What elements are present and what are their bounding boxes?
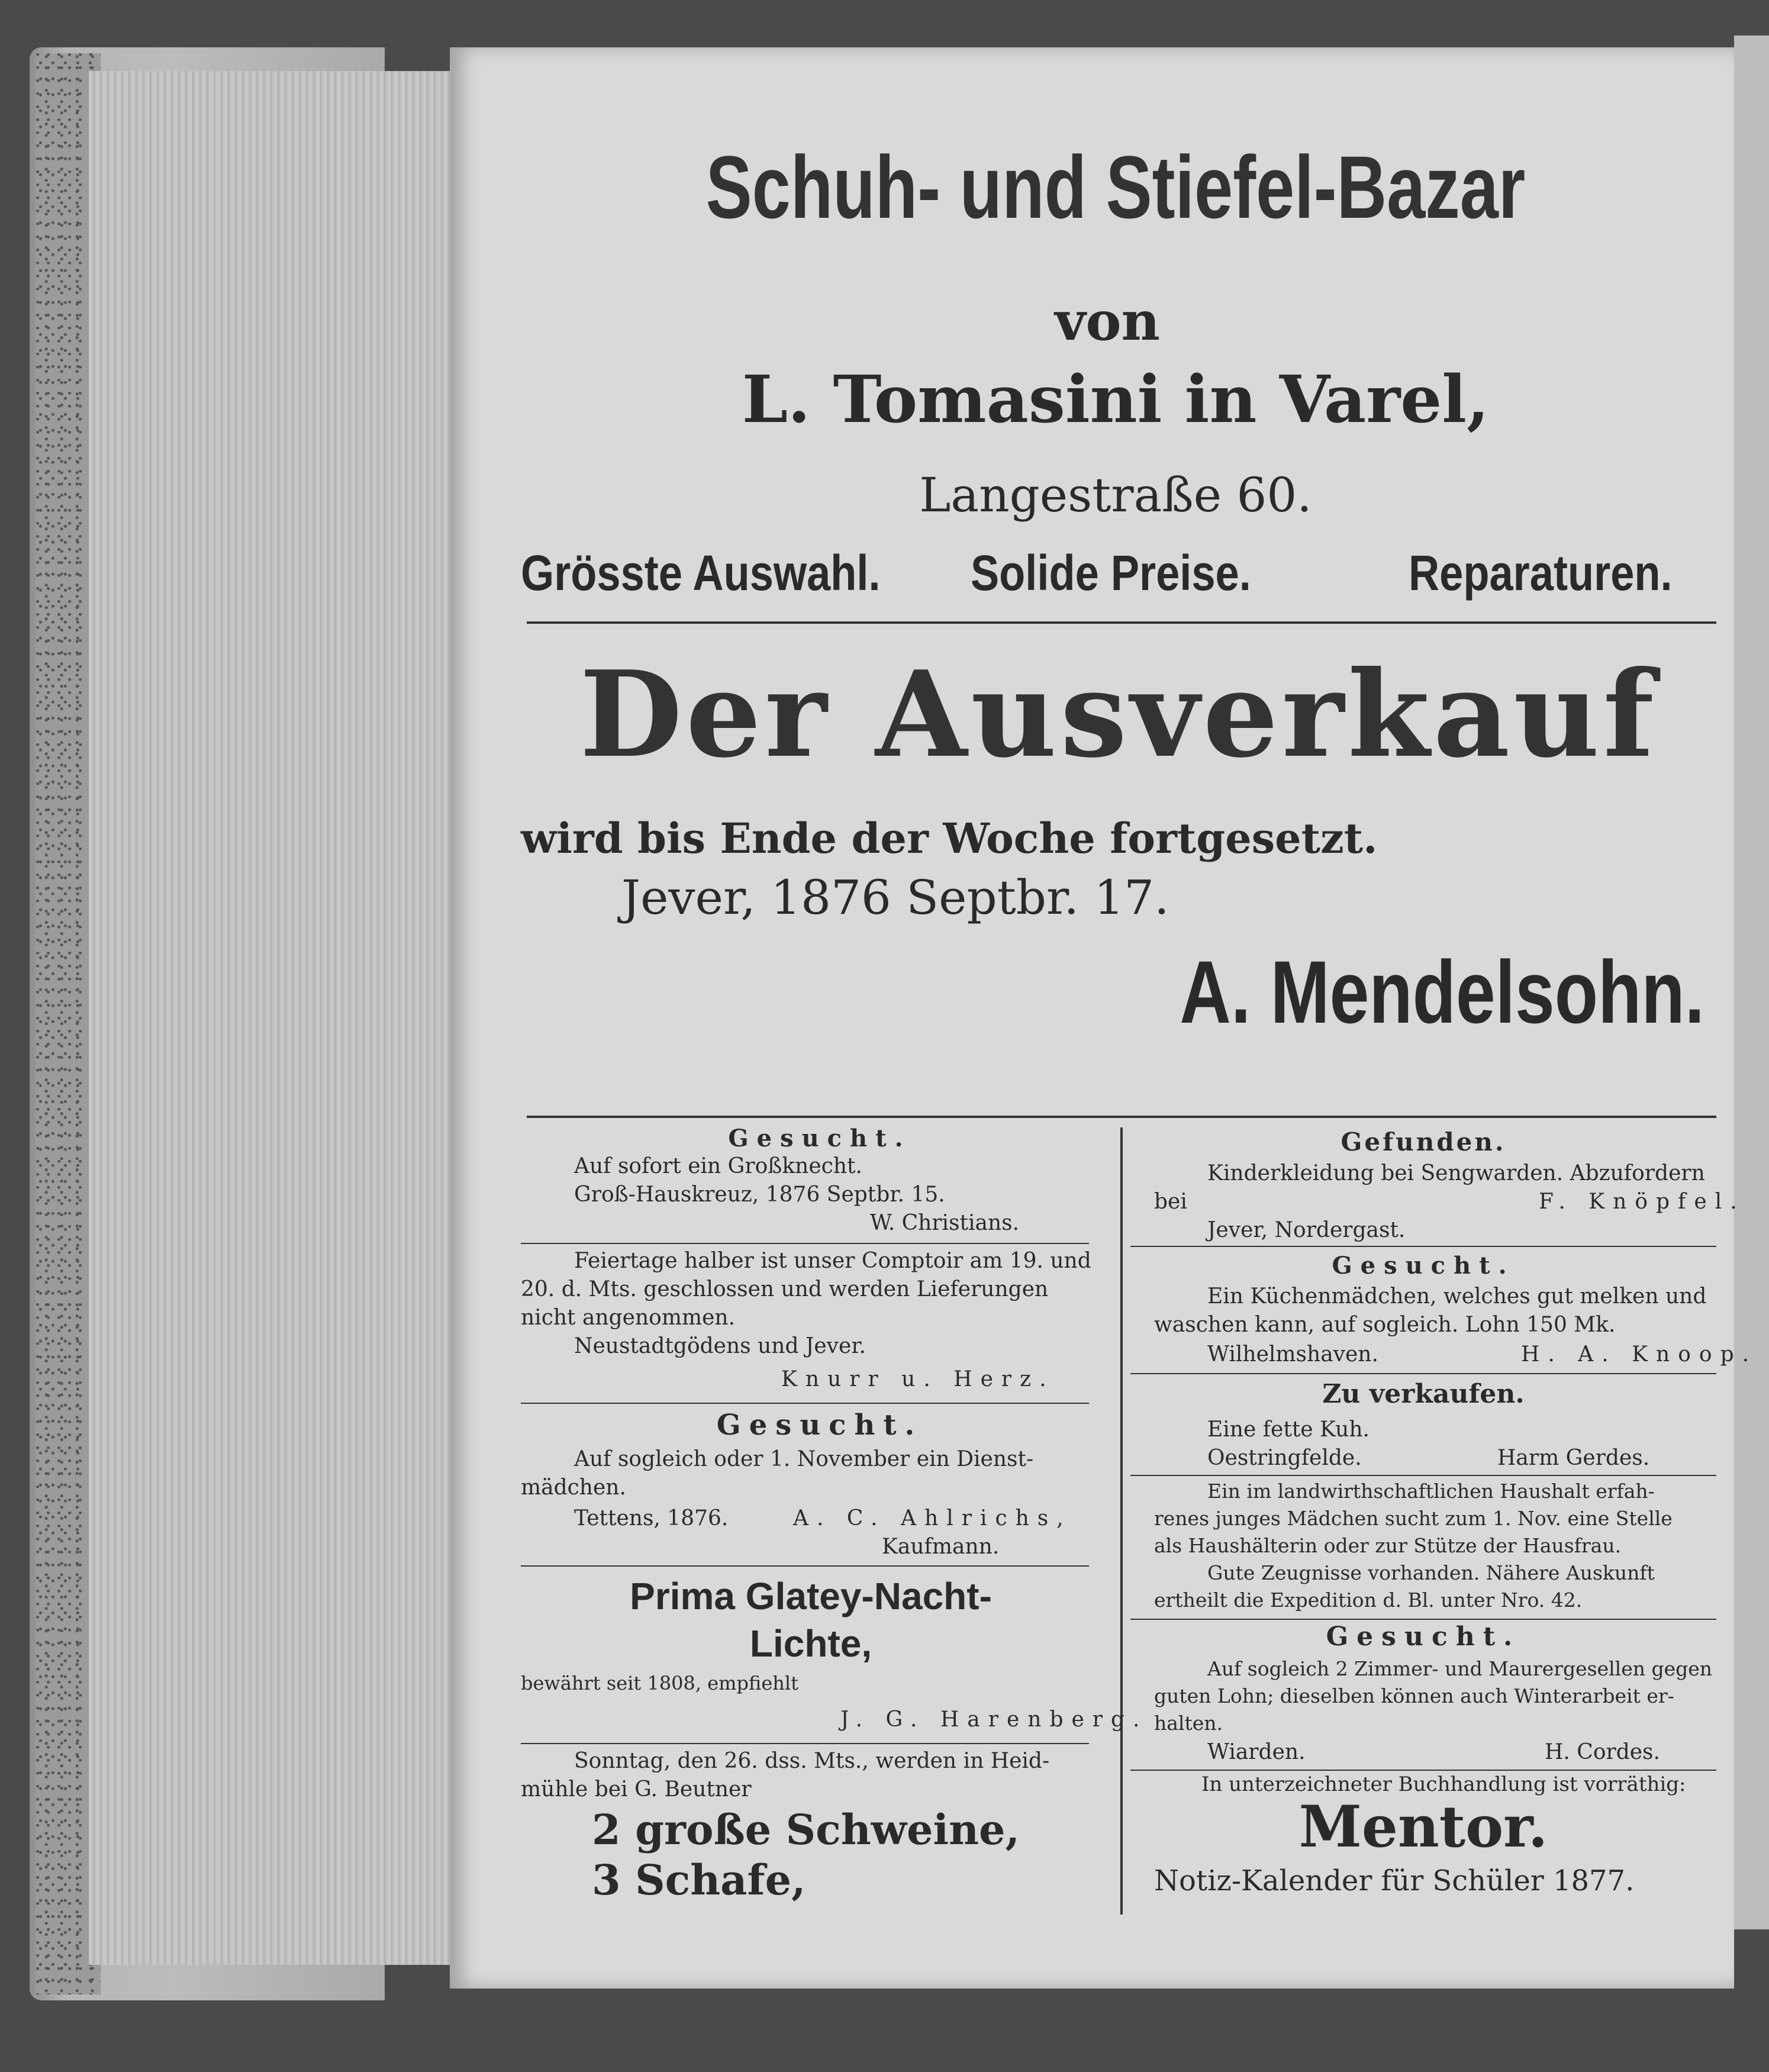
right-ad2-place: Wilhelmshaven. — [1207, 1342, 1378, 1367]
left-divider-2 — [521, 1403, 1089, 1404]
slogan-3: Reparaturen. — [1409, 545, 1673, 601]
right-ad6-intro: In unterzeichneter Buchhandlung ist vorräthig: — [1201, 1773, 1686, 1796]
left-divider-1 — [521, 1243, 1089, 1244]
divider-header — [527, 621, 1716, 624]
right-ad1-line2: bei — [1154, 1190, 1187, 1214]
right-ad5-line1: Auf sogleich 2 Zimmer- und Maurergesellen gegen — [1207, 1657, 1713, 1680]
left-divider-3 — [521, 1565, 1089, 1567]
page-edges — [89, 71, 456, 1965]
left-ad1-line1: Auf sofort ein Großknecht. — [574, 1154, 862, 1178]
right-ad5-line3: halten. — [1154, 1712, 1223, 1735]
left-ad5-line2: mühle bei G. Beutner — [521, 1777, 752, 1802]
sale-text: wird bis Ende der Woche fortgesetzt. — [521, 814, 1378, 863]
right-ad2-line2: waschen kann, auf sogleich. Lohn 150 Mk. — [1154, 1313, 1616, 1337]
right-ad4-line3: als Haushälterin oder zur Stütze der Hausfrau. — [1154, 1534, 1622, 1557]
right-ad1-line1: Kinderkleidung bei Sengwarden. Abzufordern — [1207, 1161, 1705, 1185]
left-ad1-signature: W. Christians. — [870, 1211, 1020, 1235]
right-ad1-heading: Gefunden. — [1341, 1127, 1506, 1156]
left-ad2-line1: Feiertage halber ist unser Comptoir am 19. und — [574, 1249, 1091, 1273]
left-ad2-line4: Neustadtgödens und Jever. — [574, 1334, 866, 1358]
slogan-1: Grösste Auswahl. — [521, 545, 881, 601]
right-divider-5 — [1130, 1770, 1716, 1771]
left-ad2-signature: Knurr u. Herz. — [781, 1367, 1055, 1391]
owner-line: L. Tomasini in Varel, — [742, 361, 1490, 437]
left-divider-4 — [521, 1743, 1089, 1744]
left-ad3-line2: mädchen. — [521, 1475, 626, 1500]
left-ad3-signature2: Kaufmann. — [882, 1535, 1000, 1559]
right-ad4-line2: renes junges Mädchen sucht zum 1. Nov. eine Stelle — [1154, 1507, 1673, 1530]
right-ad3-line1: Eine fette Kuh. — [1207, 1417, 1370, 1442]
left-ad4-headline2: Lichte, — [749, 1622, 872, 1665]
left-ad3-signature: A. C. Ahlrichs, — [793, 1506, 1072, 1530]
left-ad1-heading: Gesucht. — [728, 1124, 911, 1152]
right-ad6-headline: Mentor. — [1298, 1793, 1548, 1860]
right-ad3-place: Oestringfelde. — [1207, 1446, 1362, 1470]
left-ad1-line2: Groß-Hauskreuz, 1876 Septbr. 15. — [574, 1182, 945, 1207]
right-ad5-heading: Gesucht. — [1326, 1622, 1521, 1652]
left-ad3-line1: Auf sogleich oder 1. November ein Dienst- — [574, 1447, 1034, 1471]
right-ad4-line4: Gute Zeugnisse vorhanden. Nähere Auskunft — [1207, 1561, 1655, 1584]
right-ad3-heading: Zu verkaufen. — [1322, 1379, 1525, 1409]
right-ad4-line1: Ein im landwirthschaftlichen Haushalt erfah- — [1207, 1480, 1655, 1503]
right-divider-4 — [1130, 1619, 1716, 1620]
slogan-2: Solide Preise. — [971, 545, 1251, 601]
divider-sale — [527, 1116, 1716, 1118]
left-ad4-signature: J. G. Harenberg. — [840, 1707, 1148, 1732]
right-ad2-line1: Ein Küchenmädchen, welches gut melken und — [1207, 1284, 1707, 1309]
right-ad2-heading: Gesucht. — [1332, 1252, 1515, 1280]
right-ad5-place: Wiarden. — [1207, 1740, 1306, 1764]
adjacent-page-strip — [1734, 36, 1769, 1929]
left-ad4-line: bewährt seit 1808, empfiehlt — [521, 1672, 798, 1694]
right-ad3-signature: Harm Gerdes. — [1497, 1446, 1650, 1470]
column-divider — [1120, 1127, 1123, 1915]
right-ad5-signature: H. Cordes. — [1545, 1740, 1660, 1764]
shop-title: Schuh- und Stiefel-Bazar — [705, 137, 1526, 237]
right-divider-2 — [1130, 1373, 1716, 1374]
right-ad2-signature: H. A. Knoop. — [1521, 1342, 1758, 1367]
right-ad1-place: Jever, Nordergast. — [1207, 1218, 1406, 1242]
von-text: von — [1055, 290, 1160, 353]
left-ad5-item2: 3 Schafe, — [592, 1855, 806, 1905]
right-divider-1 — [1130, 1246, 1716, 1247]
right-ad6-subtitle: Notiz-Kalender für Schüler 1877. — [1154, 1864, 1635, 1897]
left-ad5-item1: 2 große Schweine, — [592, 1805, 1020, 1854]
address-line: Langestraße 60. — [919, 468, 1312, 523]
sale-headline: Der Ausverkauf — [579, 645, 1658, 784]
sale-signature: A. Mendelsohn. — [1180, 942, 1704, 1042]
right-divider-3 — [1130, 1475, 1716, 1476]
sale-place-date: Jever, 1876 Septbr. 17. — [621, 870, 1169, 925]
left-ad5-line1: Sonntag, den 26. dss. Mts., werden in Heid- — [574, 1749, 1050, 1773]
left-ad3-place: Tettens, 1876. — [574, 1506, 729, 1530]
left-ad2-line2: 20. d. Mts. geschlossen und werden Lieferungen — [521, 1277, 1049, 1301]
left-ad4-headline1: Prima Glatey-Nacht- — [630, 1575, 992, 1617]
left-ad2-line3: nicht angenommen. — [521, 1306, 736, 1330]
right-ad1-signature: F. Knöpfel. — [1539, 1190, 1745, 1214]
right-ad4-line5: ertheilt die Expedition d. Bl. unter Nro. 42. — [1154, 1588, 1583, 1612]
left-ad3-heading: Gesucht. — [716, 1409, 923, 1442]
right-ad5-line2: guten Lohn; dieselben können auch Winterarbeit er- — [1154, 1684, 1674, 1707]
